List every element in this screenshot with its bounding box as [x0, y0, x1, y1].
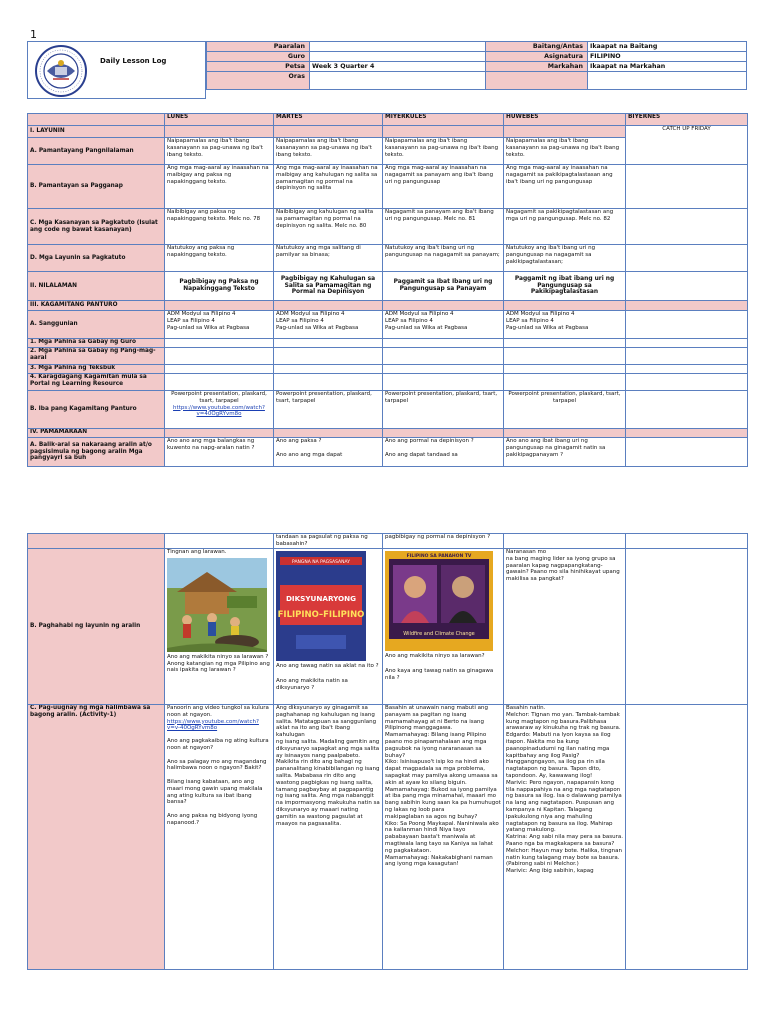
- subject-label: Asignatura: [486, 52, 588, 62]
- cell: [165, 348, 274, 365]
- cell: [383, 339, 504, 348]
- section-label: IV. PAMAMARAAN: [28, 429, 165, 438]
- cell: [626, 534, 748, 549]
- cell: [165, 365, 274, 374]
- extra-label: [486, 72, 588, 90]
- row-label: D. Mga Layunin sa Pagkatuto: [28, 245, 165, 272]
- cell: Naipapamalas ang iba't ibang kasanayann sa pag-unawa ng iba't ibang teksto.: [383, 138, 504, 165]
- cell: Powerpoint presentation, plaskard, tsart, tarpapel: [504, 391, 626, 429]
- webinar-caption: Wildfire and Climate Change: [403, 631, 475, 637]
- cell: [383, 348, 504, 365]
- cell: [383, 301, 504, 311]
- cell-text: Panoorin ang video tungkol sa kulura noon at ngayon.: [167, 705, 269, 718]
- cell: Naipapamalas ang iba't ibang kasanayann sa pag-unawa ng iba't ibang teksto.: [165, 138, 274, 165]
- logo-cell: [27, 41, 206, 99]
- cell: [504, 348, 626, 365]
- cell-text: Ano ang makikita natin sa diksyunaryo ?: [276, 677, 348, 691]
- dll-title: Daily Lesson Log: [100, 57, 167, 65]
- cell: Natutukoy ang iba't ibang uri ng pangungusap na nagagamit sa panayam;: [383, 245, 504, 272]
- cell: Naibibigay ang kahulugan ng salita sa pamamagitan ng pormal na depinisyon ng salita. Melc no. 80: [274, 209, 383, 245]
- cell: [165, 549, 274, 705]
- cell: [504, 534, 626, 549]
- day-header: HUWEBES: [504, 114, 626, 126]
- cell: [504, 339, 626, 348]
- tv-interview-screenshot: [385, 551, 493, 651]
- cell: ADM Modyul sa Filipino 4 LEAP sa Filipino 4 Pag-unlad sa Wika at Pagbasa: [383, 311, 504, 339]
- cell: Nagagamit sa pakikipagtalastasan ang mga uri ng pangungusap. Melc no. 82: [504, 209, 626, 245]
- deped-seal-logo: [33, 45, 89, 97]
- row-label: B. Pamantayan sa Pagganap: [28, 165, 165, 209]
- cell: [626, 339, 748, 348]
- cell: Naibibigay ang paksa ng napakinggang teksto. Melc no. 78: [165, 209, 274, 245]
- cell: [383, 429, 504, 438]
- cell: Natutukoy ang iba't ibang uri ng pangungusap na nagagamit sa pakikipagtalastasan;: [504, 245, 626, 272]
- cell: Powerpoint presentation, plaskard, tsart, tarpapel: [274, 391, 383, 429]
- cell: [626, 391, 748, 429]
- cell: [165, 534, 274, 549]
- cell: [274, 339, 383, 348]
- cell: Naranasan mo na bang maging lider sa iyong grupo sa paaralan kapag nagpapangkatang-gawain? Paano mo sila hinihikayat upang makilisa sa pangkat?: [504, 549, 626, 705]
- cell: Basahin natin. Melchor: Tignan mo yan. Tambak-tambak kung magtapon ng basura.Palibhasa arawaraw ay kinukuha ng trak ng basura. Edgardo: Mabuti na lyon kaysa sa ilog itapon. Nakita mo ba kung paanopinadudumi ng ilan nating mga kapitbahay ang ilog Pasig? Hanggangngayon, sa ilog pa rin sila nagtatapon ng basura. Tapon dito, tapondoon. Ay, kawawang ilog! Marivic: Pero ngayon, napapansin kong tila nappapahiya na ang mga nagtatapon ng basura sa ilog. Isa o dalawang pamilya na lang ang nagtatapon. Puspusan ang kampanya ni Kapitan. Talagang ipakukulong niya ang mahuling nagtatapon ng basura sa ilog. Mahirap yatang makulong. Katrina: Ang sabi nila may pera sa basura. Paano nga ba magkakapera sa basura? Melchor: Hayun may bote. Halika, tingnan natin kung talagang may bote sa basura. (Pabirong sabi ni Melchor.) Marivic: Ang ibig sabihin, kapag: [504, 705, 626, 970]
- cell: [165, 339, 274, 348]
- day-header: LUNES: [165, 114, 274, 126]
- cell: ADM Modyul sa Filipino 4 LEAP sa Filipino 4 Pag-unlad sa Wika at Pagbasa: [504, 311, 626, 339]
- cell: [383, 374, 504, 391]
- cell: Ano ang pormal na depinisyon ? Ano ang dapat tandaad sa: [383, 438, 504, 467]
- cell: Ang diksyunaryo ay ginagamit sa paghahanap ng kahulugan ng isang salita. Matatagpuan sa sanggunlang aklat na ito ang iba't ibang kahulugan ng isang salita. Madaling gamitin ang diksyunaryo sapagkat ang mga salita ay isinaayos nang paalpabeto. Makikita rin dito ang bahagi ng pananalitang kinabibilangan ng isang salita. Mababasa rin dito ang wastong pagbigkas ng isang salita, tamang pagbaybay at pagpapantig ng isang salita. Ang mga nabanggit na impormasyong makukuha natin sa diksyunaryo ay maaari nating gamitin sa wastong pagsulat at maayos na pagsasalita.: [274, 705, 383, 970]
- cell: [165, 429, 274, 438]
- row-label: A. Balik-aral sa nakaraang aralin at/o pagsisimula ng bagong aralin Mga pangyayri sa buh: [28, 438, 165, 467]
- row-label: 3. Mga Pahina ng Teksbuk: [28, 365, 165, 374]
- cell: [626, 245, 748, 272]
- cell: Ang mga mag-aaral ay inaasahan na maibigay ang kahulugan ng salita sa pamamagitan ng pormal na depinisyon ng salita: [274, 165, 383, 209]
- row-label: C. Pag-uugnay ng mga halimbawa sa bagong aralin. (Activity-1): [28, 705, 165, 970]
- cell: [626, 374, 748, 391]
- cell: [383, 126, 504, 138]
- cell: [504, 126, 626, 138]
- cell: tandaan sa pagsulat ng paksa ng babasahin?: [274, 534, 383, 549]
- cell-text: Ano kaya ang tawag natin sa ginagawa nila ?: [385, 667, 494, 681]
- cell: [504, 365, 626, 374]
- cell-text: Tingnan ang larawan.: [167, 549, 227, 555]
- content-title: Paggamit sa Ibat Ibang uri ng Pangungusap sa Panayam: [383, 272, 504, 301]
- time-value: [310, 72, 486, 90]
- content-title: Pagbibigay ng Kahulugan sa Salita sa Pamamagitan ng Pormal na Depinisyon: [274, 272, 383, 301]
- cell: ADM Modyul sa Filipino 4 LEAP sa Filipino 4 Pag-unlad sa Wika at Pagbasa: [165, 311, 274, 339]
- corner-cell: [28, 114, 165, 126]
- materials-text: Powerpoint presentation, plaskard, tsart, tarpapel: [171, 391, 267, 404]
- cell: [626, 165, 748, 209]
- cell: [626, 438, 748, 467]
- header-info-table: [206, 41, 747, 90]
- row-label: [28, 534, 165, 549]
- row-label: 1. Mga Pahina sa Gabay ng Guro: [28, 339, 165, 348]
- cell: [626, 311, 748, 339]
- cell: [626, 549, 748, 705]
- date-value: Week 3 Quarter 4: [310, 62, 486, 72]
- cell: Natutukoy ang mga salitang di pamilyar sa binasa;: [274, 245, 383, 272]
- cell: [274, 374, 383, 391]
- webinar-title: FILIPINO SA PANAHON TV: [406, 554, 472, 559]
- cell: [165, 391, 274, 429]
- book-title-line-2: FILIPINO–FILIPINO: [277, 610, 365, 620]
- cell-text: Ano ang tawag natin sa aklat na ito ?: [276, 663, 379, 669]
- section-label: III. KAGAMITANG PANTURO: [28, 301, 165, 311]
- cell: ADM Modyul sa Filipino 4 LEAP sa Filipino 4 Pag-unlad sa Wika at Pagbasa: [274, 311, 383, 339]
- date-label: Petsa: [207, 62, 310, 72]
- video-link[interactable]: https://www.youtube.com/watch?v=v-40OgRYvm8o: [167, 718, 259, 732]
- cell: Naipapamalas ang iba't ibang kasanayann sa pag-unawa ng iba't ibang teksto.: [274, 138, 383, 165]
- lesson-plan-table: [27, 113, 748, 467]
- page-number: 1: [30, 28, 37, 41]
- cell: [165, 126, 274, 138]
- cell: Natutukoy ang paksa ng napakinggang teksto.: [165, 245, 274, 272]
- quarter-label: Markahan: [486, 62, 588, 72]
- cell: [504, 301, 626, 311]
- cell: [504, 374, 626, 391]
- grade-value: Ikaapat na Baitang: [588, 42, 747, 52]
- cell: [626, 429, 748, 438]
- day-header: MIYERKULES: [383, 114, 504, 126]
- cell: [626, 209, 748, 245]
- book-title-line-1: DIKSYUNARYONG: [285, 594, 357, 603]
- cell: [274, 429, 383, 438]
- day-header: BIYERNES: [626, 114, 748, 126]
- row-label: A. Pamantayang Pangnilalaman: [28, 138, 165, 165]
- row-label: A. Sanggunian: [28, 311, 165, 339]
- cell: [504, 429, 626, 438]
- cell: [383, 549, 504, 705]
- dictionary-book-cover: [276, 551, 366, 661]
- cell: Naipapamalas ang iba't ibang kasanayann sa pag-unawa ng iba't ibang teksto.: [504, 138, 626, 165]
- cell: [626, 365, 748, 374]
- cell: [626, 301, 748, 311]
- cell: Ano ano ang mga balangkas ng kuwento na napg-aralan natin ?: [165, 438, 274, 467]
- cell: Ang mga mag-aaral ay inaasahan na nagagamit sa pakikipagtalastasan ang iba't ibang uri ng pangungusap: [504, 165, 626, 209]
- cell-text: Ano ang makikita ninyo sa larawan?: [385, 653, 485, 659]
- cell: Ano ano ang ibat ibang uri ng pangungusap na ginagamit natin sa pakikipagpanayam ?: [504, 438, 626, 467]
- extra-value: [588, 72, 747, 90]
- cell: Ang mga mag-aaral ay inaasahan na nagagamit sa panayam ang iba't ibang uri ng pangungusap: [383, 165, 504, 209]
- teacher-value: [310, 52, 486, 62]
- row-label: C. Mga Kasanayan sa Pagkatuto (Isulat ang code ng bawat kasanayan): [28, 209, 165, 245]
- row-label: B. Iba pang Kagamitang Panturo: [28, 391, 165, 429]
- video-link[interactable]: https://www.youtube.com/watch?v=40OgRYvm8o: [173, 404, 265, 418]
- cell: [626, 272, 748, 301]
- book-small-title: PANGNA NA PAGSASANAY: [292, 560, 350, 565]
- cell: [626, 705, 748, 970]
- teacher-label: Guro: [207, 52, 310, 62]
- time-label: Oras: [207, 72, 310, 90]
- cell: Powerpoint presentation, plaskard, tsart, tarpapel: [383, 391, 504, 429]
- cell: [165, 374, 274, 391]
- quarter-value: Ikaapat na Markahan: [588, 62, 747, 72]
- section-label: I. LAYUNIN: [28, 126, 165, 138]
- row-label: 2. Mga Pahina sa Gabay ng Pang-mag-aaral: [28, 348, 165, 365]
- farm-scene-painting: [167, 558, 267, 652]
- content-title: Pagbibigay ng Paksa ng Napakinggang Teksto: [165, 272, 274, 301]
- cell: Ang mga mag-aaral ay inaasahan na maibigay ang paksa ng napakinggang teksto.: [165, 165, 274, 209]
- cell: [274, 365, 383, 374]
- cell-text: Ano ang pagkakaiba ng ating kultura noon at ngayon? Ano sa palagay mo ang magandang halimbawa noon o ngayon? Bakit? Bilang isang kabataan, ano ang maari mong gawin upang makilala ang ating kultura sa ibat ibang bansa? Ano ang paksa ng bidyong iyong napanood.?: [167, 738, 269, 826]
- row-label: II. NILALAMAN: [28, 272, 165, 301]
- cell: Basahin at unawain nang mabuti ang panayam sa pagitan ng isang mamamahayag at ni Berto na isang Pilipinong manggagawa. Mamamahayag: Bilang isang Pilipino paano mo pinapamahalaan ang mga pagsubok na iyong nararanasan sa buhay? Kiko: Isinisapuso't isip ko na hindi ako dapat magpadala sa mga problema, sapagkat may pamilya akong umaasa sa akin at ayaw ko silang biguin. Mamamahayag: Bukod sa iyong pamilya at iba pang mga minamahal, maaari mo bang sabihin kung saan ka pa humuhugot ng lakas ng loob para makipaglaban sa agos ng buhay? Kiko: Sa Poong Maykapal. Naniniwala ako na kailanman hindi Niya tayo pababayaan basta't maniwala at magtiwala lang tayo sa Kaniya sa lahat ng pagkakataon. Mamamahayag: Nakakabighani naman ang iyong mga kasagutan!: [383, 705, 504, 970]
- cell: [274, 549, 383, 705]
- row-label: B. Paghahabi ng layunin ng aralin: [28, 549, 165, 705]
- cell: pagbibigay ng pormal na depinisyon ?: [383, 534, 504, 549]
- cell-text: Ano ang makikita ninyo sa larawan ? Anong katangian ng mga Pilipino ang nais ipakita ng larawan ?: [167, 653, 270, 674]
- cell: [274, 126, 383, 138]
- cell: [165, 705, 274, 970]
- row-label: 4. Karagdagang Kagamitan mula sa Portal ng Learning Resource: [28, 374, 165, 391]
- catch-up-friday: CATCH UP FRIDAY: [626, 126, 748, 165]
- cell: [383, 365, 504, 374]
- cell: [626, 348, 748, 365]
- cell: Ano ang paksa ? Ano ano ang mga dapat: [274, 438, 383, 467]
- cell: [165, 301, 274, 311]
- cell: [274, 348, 383, 365]
- content-title: Paggamit ng ibat ibang uri ng Pangungusap sa Pakikipagtalastasan: [504, 272, 626, 301]
- school-label: Paaralan: [207, 42, 310, 52]
- subject-value: FILIPINO: [588, 52, 747, 62]
- day-header: MARTES: [274, 114, 383, 126]
- cell: [274, 301, 383, 311]
- cell: Nagagamit sa panayam ang iba't ibang uri ng pangungusap. Melc no. 81: [383, 209, 504, 245]
- lesson-plan-table-continued: [27, 533, 748, 970]
- school-value: [310, 42, 486, 52]
- grade-label: Baitang/Antas: [486, 42, 588, 52]
